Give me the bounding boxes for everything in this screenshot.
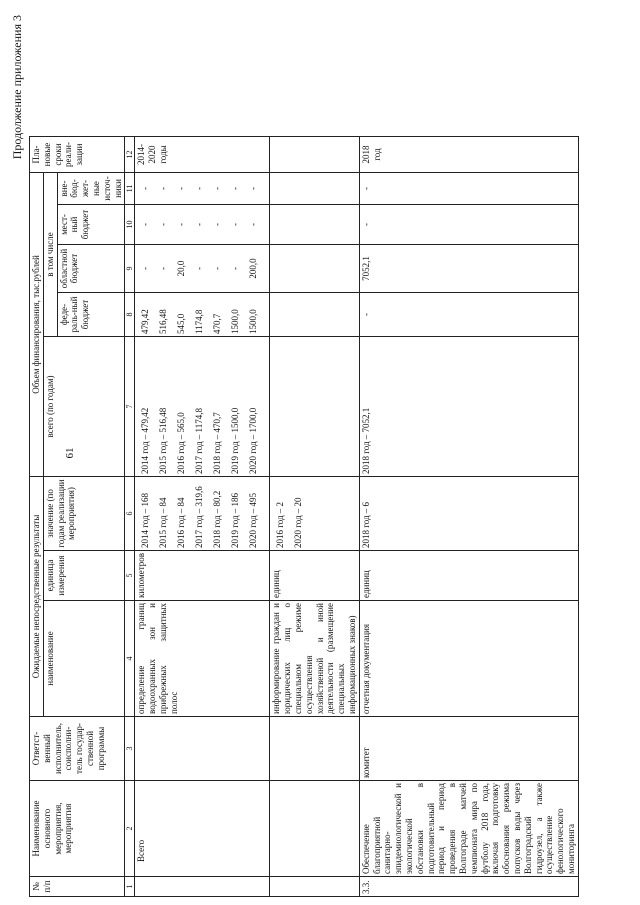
col-number: 10 [125,205,135,245]
regional-line: 200,0 [248,258,259,279]
col-number: 4 [125,601,135,717]
event-name: Обеспечение благоприятной санитарно-эпидемиологической и экологической обстановки в подготовительный период и период проведения в Волгограде матчей чемпионата мира по футболу 2018 года, включая подготовку обоснования режима попусков воды через Волгоградский гидроузел, а также осуществление фенологического мониторинга [359,781,578,877]
federal-line: 470,7 [212,313,223,334]
extra-line: - [248,187,259,190]
col-number: 12 [125,137,135,173]
regional-line: - [140,267,151,270]
header-unit: единица измерения [43,551,125,601]
federal-line: 545,0 [176,313,187,334]
value-line: 2019 год – 186 [230,492,241,548]
value-line: 2017 год – 319,6 [194,486,205,548]
federal-values [135,293,270,337]
federal-line: 479,42 [140,309,151,334]
local-line: - [140,223,151,226]
executor: комитет [359,717,578,781]
result-name: определение границ водоохранных зон и прибрежных защитных полос [135,601,270,717]
value-line: 2016 год – 2 [275,501,286,548]
value-line: 2020 год – 20 [293,497,304,548]
local-line: - [176,223,187,226]
total-values [135,337,270,477]
total-value: 2018 год – 7052,1 [359,337,578,477]
term-value: 2014-2020 годы [135,137,270,173]
table-row-total [135,137,270,897]
header-results-group: Ожидаемые непосредственные результаты [30,477,44,717]
result-values [135,477,270,551]
extra-line: - [212,187,223,190]
header-finance-group: Объем финансирования, тыс.рублей [30,173,44,477]
local-line: - [212,223,223,226]
extra-line: - [140,187,151,190]
result-name: информирование граждан и юридических лиц о специальном режиме осуществления хозяйственной и иной деятельности (размещение специальных информационных знаков) [270,601,359,717]
table-row-3-3 [359,137,578,897]
result-values [270,477,359,551]
total-line: 2017 год – 1174,8 [194,408,205,474]
total-label: Всего [135,781,270,877]
col-number: 8 [125,293,135,337]
col-number: 7 [125,337,135,477]
caption: Продолжение приложения 3 [10,15,24,160]
header-term: Пла-новые сроки реали-зации [30,137,125,173]
col-number: 2 [125,781,135,877]
regional-value: 7052,1 [359,245,578,293]
total-line: 2016 год – 565,0 [176,412,187,474]
result-value: 2018 год – 6 [359,477,578,551]
extra-line: - [230,187,241,190]
local-values [135,205,270,245]
value-line: 2016 год – 84 [176,497,187,548]
col-number: 6 [125,477,135,551]
regional-line: - [212,267,223,270]
program-table [29,136,579,897]
value-line: 2020 год – 495 [248,492,259,548]
extra-values [135,173,270,205]
regional-values [135,245,270,293]
extra-line: - [194,187,205,190]
column-numbers-row [125,137,135,897]
col-number: 11 [125,173,135,205]
value-line: 2014 год – 168 [140,492,151,548]
federal-line: 1500,0 [230,309,241,334]
header-result-name: наименование [43,601,125,717]
header-incl-group: в том числе [43,173,57,337]
value-line: 2015 год – 84 [158,497,169,548]
header-extra: вне-бюд-жет-ные источ-ники [57,173,125,205]
federal-value: - [359,293,578,337]
header-executor: Ответст-венный исполнитель, соисполни-тель государ-ственной программы [30,717,125,781]
local-line: - [248,223,259,226]
federal-line: 516,48 [158,309,169,334]
local-line: - [158,223,169,226]
term-value: 2018 год [359,137,578,173]
header-regional: областной бюджет [57,245,125,293]
header-num: № п/п [30,877,125,897]
header-value: значение (по годам реализации мероприятия) [43,477,125,551]
local-line: - [230,223,241,226]
col-number: 9 [125,245,135,293]
header-total: всего (по годам) [43,337,125,477]
total-line: 2015 год – 516,48 [158,407,169,474]
result-unit: единиц [359,551,578,601]
table-row-total-info [270,137,359,897]
local-value: - [359,205,578,245]
total-line: 2019 год – 1500,0 [230,407,241,474]
local-line: - [194,223,205,226]
total-line: 2018 год – 470,7 [212,412,223,474]
result-unit: единиц [270,551,359,601]
extra-line: - [176,187,187,190]
page-number: 61 [64,447,76,459]
result-name: отчетная документация [359,601,578,717]
regional-line: - [230,267,241,270]
col-number: 3 [125,717,135,781]
col-number: 1 [125,877,135,897]
regional-line: - [194,267,205,270]
header-federal: феде-раль-ный бюджет [57,293,125,337]
federal-line: 1500,0 [248,309,259,334]
extra-value: - [359,173,578,205]
col-number: 5 [125,551,135,601]
result-unit: километров [135,551,270,601]
extra-line: - [158,187,169,190]
row-number: 3.3. [359,877,578,897]
total-line: 2014 год – 479,42 [140,407,151,474]
header-local: мест-ный бюджет [57,205,125,245]
federal-line: 1174,8 [194,309,205,334]
regional-line: - [158,267,169,270]
header-name: Наименование основного мероприятия, мероприятия [30,781,125,877]
value-line: 2018 год – 80,2 [212,490,223,548]
regional-line: 20,0 [176,260,187,277]
total-line: 2020 год – 1700,0 [248,407,259,474]
